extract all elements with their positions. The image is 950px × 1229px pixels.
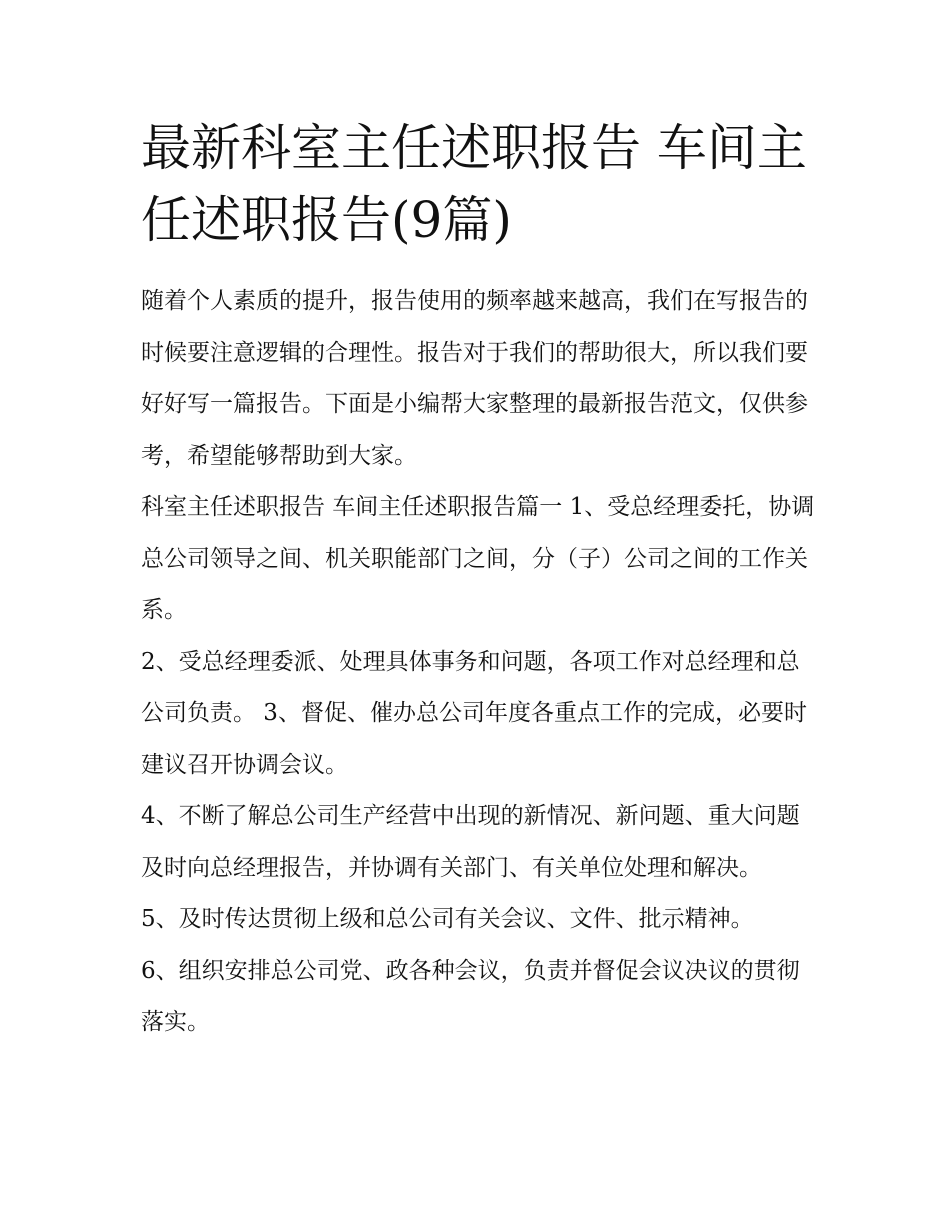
intro-paragraph: 随着个人素质的提升，报告使用的频率越来越高，我们在写报告的时候要注意逻辑的合理性。报告对于我们的帮助很大，所以我们要好好写一篇报告。下面是小编帮大家整理的最新报告范文，仅供参考，希望能够帮助到大家。 — [141, 288, 808, 469]
document-title: 最新科室主任述职报告 车间主任述职报告(9篇) — [141, 119, 807, 249]
body-paragraph-5: 6、组织安排总公司党、政各种会议，负责并督促会议决议的贯彻落实。 — [141, 957, 800, 1035]
body-paragraph-2: 2、受总经理委派、处理具体事务和问题，各项工作对总经理和总公司负责。 3、督促、催办总公司年度各重点工作的完成，必要时建议召开协调会议。 — [141, 648, 807, 778]
body-paragraph-1: 科室主任述职报告 车间主任述职报告篇一 1、受总经理委托，协调总公司领导之间、机关职能部门之间，分（子）公司之间的工作关系。 — [141, 494, 815, 623]
document-body — [141, 276, 821, 1049]
body-paragraph-3: 4、不断了解总公司生产经营中出现的新情况、新问题、重大问题及时向总经理报告，并协调有关部门、有关单位处理和解决。 — [141, 803, 800, 881]
document-content — [141, 112, 821, 1049]
body-paragraph-4: 5、及时传达贯彻上级和总公司有关会议、文件、批示精神。 — [141, 906, 754, 932]
